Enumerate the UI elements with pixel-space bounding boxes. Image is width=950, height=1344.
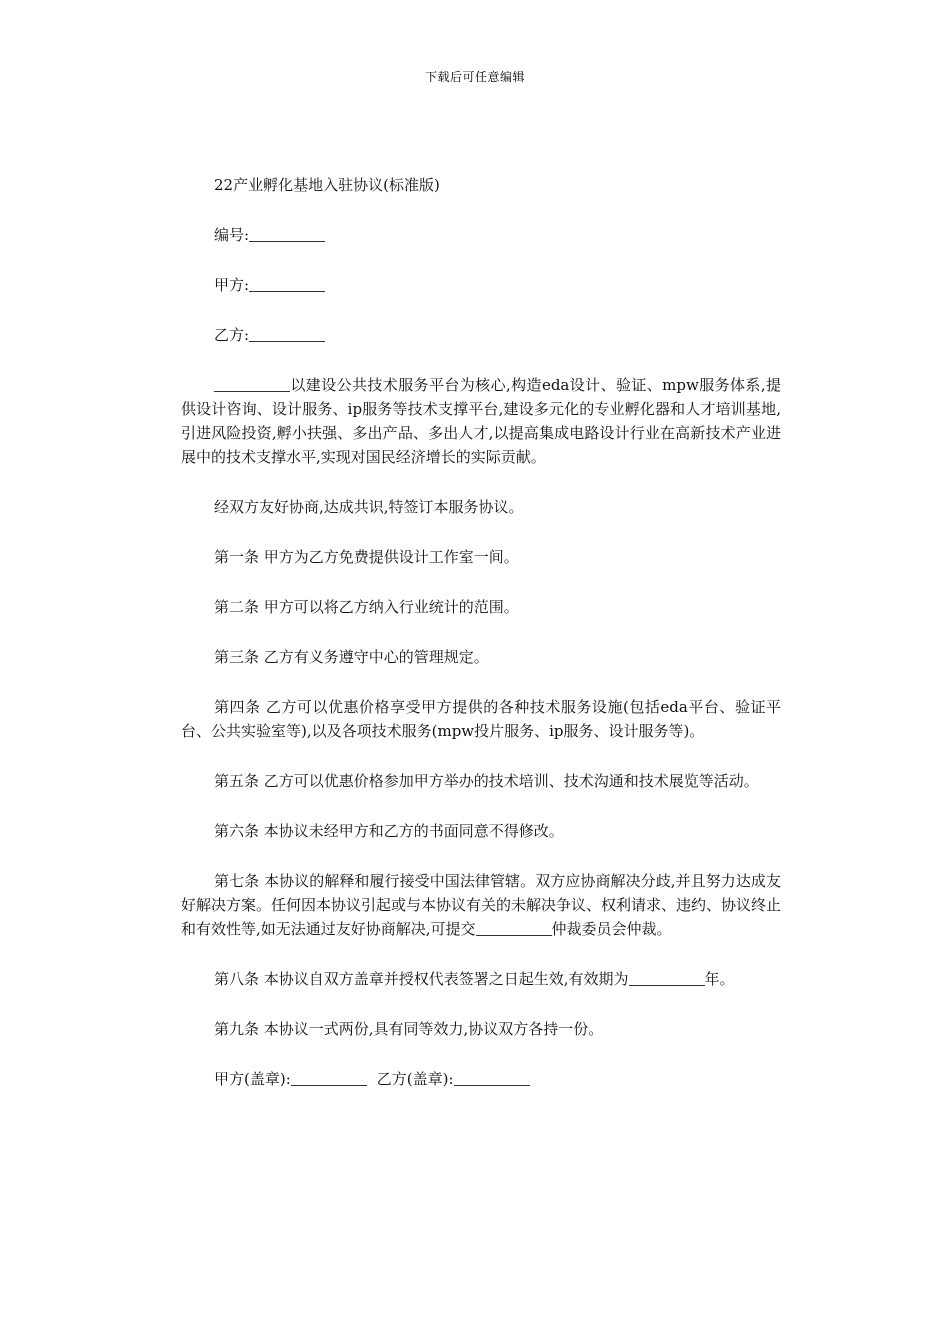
agreement-document (181, 173, 781, 1117)
party-b-field (181, 323, 781, 347)
article-7-tail: 仲裁委员会仲裁。 (551, 920, 672, 938)
article-9: 第九条 本协议一式两份,具有同等效力,协议双方各持一份。 (214, 1020, 604, 1038)
article-8-tail: 年。 (704, 970, 735, 988)
article-4: 第四条 乙方可以优惠价格享受甲方提供的各种技术服务设施(包括eda平台、验证平台、公共实验室等),以及各项技术服务(mpw投片服务、ip服务、设计服务等)。 (181, 698, 781, 740)
intro-text: 以建设公共技术服务平台为核心,构造eda设计、验证、mpw服务体系,提供设计咨询、设计服务、ip服务等技术支撑平台,建设多元化的专业孵化器和人才培训基地,引进风险投资,孵小扶强、多出产品、多出人才,以提高集成电路设计行业在高新技术产业进展中的技术支撑水平,实现对国民经济增长的实际贡献。 (181, 376, 781, 466)
signature-row (181, 1067, 781, 1091)
article-6: 第六条 本协议未经甲方和乙方的书面同意不得修改。 (214, 822, 564, 840)
party-a-field (181, 273, 781, 297)
number-field (181, 223, 781, 247)
article-7-text: 第七条 本协议的解释和履行接受中国法律管辖。双方应协商解决分歧,并且努力达成友好解决方案。任何因本协议引起或与本协议有关的未解决争议、权利请求、违约、协议终止和有效性等,如无法通过友好协商解决,可提交 (181, 872, 782, 938)
document-title: 22产业孵化基地入驻协议(标准版) (214, 176, 440, 194)
number-label: 编号: (214, 226, 250, 244)
sign-b-label: 乙方(盖章): (376, 1070, 454, 1088)
article-8-text: 第八条 本协议自双方盖章并授权代表签署之日起生效,有效期为 (214, 970, 629, 988)
article-7 (181, 869, 781, 941)
article-5: 第五条 乙方可以优惠价格参加甲方举办的技术培训、技术沟通和技术展览等活动。 (214, 772, 759, 790)
article-1: 第一条 甲方为乙方免费提供设计工作室一间。 (214, 548, 519, 566)
sign-a-label: 甲方(盖章): (214, 1070, 291, 1088)
intro-blank (214, 375, 290, 392)
party-b-label: 乙方: (214, 326, 250, 344)
sign-b-blank (454, 1069, 530, 1086)
download-note: 下载后可任意编辑 (424, 70, 525, 84)
party-a-label: 甲方: (214, 276, 250, 294)
article-3: 第三条 乙方有义务遵守中心的管理规定。 (214, 648, 489, 666)
article-2: 第二条 甲方可以将乙方纳入行业统计的范围。 (214, 598, 519, 616)
intro-paragraph (181, 373, 781, 469)
validity-blank (629, 969, 705, 986)
party-a-blank (249, 275, 325, 292)
number-blank (249, 225, 325, 242)
party-b-blank (249, 325, 325, 342)
article-8 (181, 967, 781, 991)
sign-a-blank (291, 1069, 367, 1086)
agreement-paragraph: 经双方友好协商,达成共识,特签订本服务协议。 (214, 498, 524, 516)
arbitration-blank (476, 919, 552, 936)
